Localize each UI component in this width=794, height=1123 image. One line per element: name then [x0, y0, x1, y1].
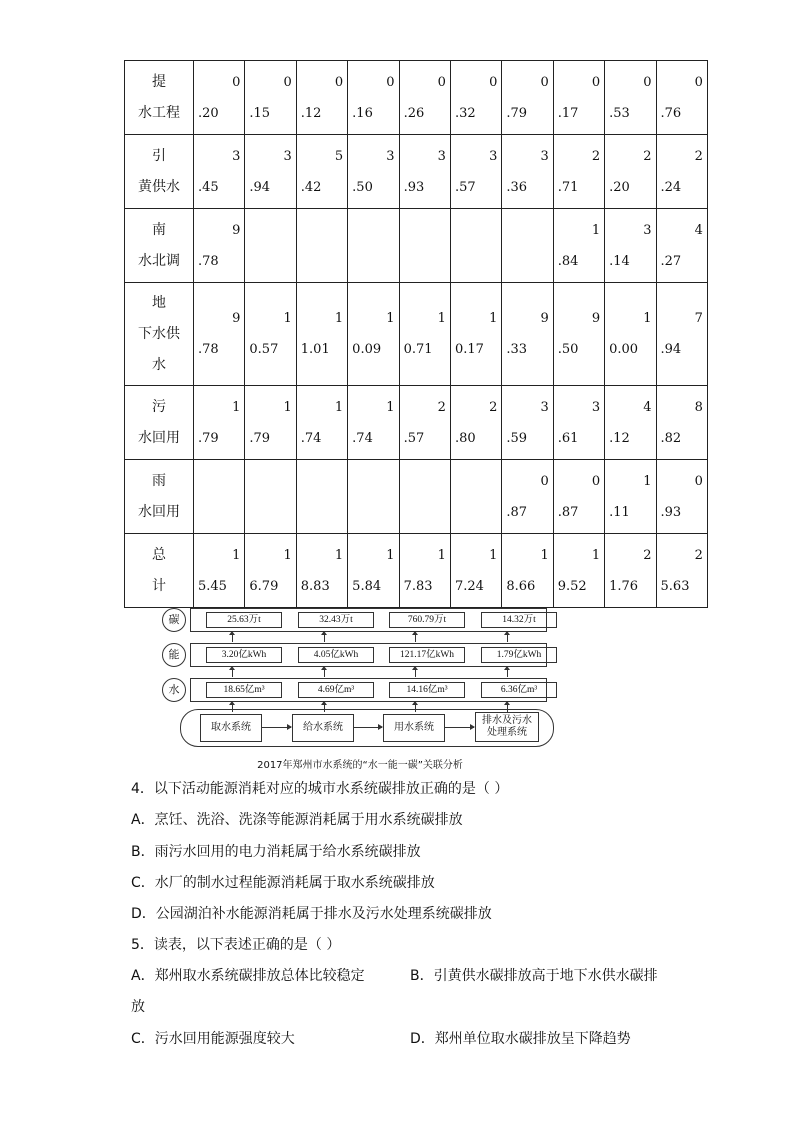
question-5-option-c: C．污水回用能源强度较大	[131, 1031, 295, 1047]
usage-system-box: 用水系统	[383, 714, 445, 742]
cell-line-1: 1	[643, 311, 652, 326]
cell-line-1: 1	[386, 399, 395, 415]
carbon-value: 25.63万t	[206, 612, 282, 628]
table-cell	[553, 534, 604, 608]
table-cell	[296, 460, 347, 534]
cell-line-2: .33	[506, 342, 528, 357]
cell-line-1: 1	[283, 311, 292, 326]
table-row	[125, 135, 708, 209]
table-cell	[605, 386, 656, 460]
carbon-value: 32.43万t	[298, 612, 374, 628]
question-4-stem: 4．以下活动能源消耗对应的城市水系统碳排放正确的是（ ）	[131, 781, 509, 797]
question-5-stem: 5．读表，以下表述正确的是（ ）	[131, 937, 341, 953]
water-supply-table	[124, 60, 708, 608]
table-cell	[656, 460, 707, 534]
cell-line-2: 0.09	[352, 342, 382, 357]
row-label-line: 地	[152, 294, 166, 311]
table-cell	[450, 283, 501, 386]
question-4-option-c: C．水厂的制水过程能源消耗属于取水系统碳排放	[131, 875, 435, 891]
cell-line-2: .87	[506, 504, 528, 520]
cell-line-2: .93	[660, 504, 682, 520]
table-cell	[194, 534, 245, 608]
cell-line-2: .84	[557, 253, 579, 269]
table-cell	[399, 61, 450, 135]
cell-line-1: 0	[334, 74, 344, 90]
cell-line-2: .16	[352, 105, 373, 121]
cell-line-2: .79	[249, 430, 271, 446]
row-label-line: 计	[152, 577, 166, 594]
cell-line-2: 5.84	[352, 578, 382, 594]
cell-line-2: .36	[506, 179, 528, 195]
table-cell	[296, 61, 347, 135]
row-label	[125, 209, 194, 283]
cell-line-1: 1	[591, 547, 601, 563]
table-row	[125, 386, 708, 460]
table-cell	[450, 135, 501, 209]
row-label-line: 水回用	[138, 429, 180, 446]
cell-line-1: 1	[334, 311, 344, 326]
carbon-tag: 碳	[162, 608, 186, 632]
cell-line-2: .12	[300, 105, 322, 121]
table-cell	[348, 386, 399, 460]
water-row	[190, 678, 547, 702]
table-cell	[348, 283, 399, 386]
table-cell	[553, 61, 604, 135]
table-cell	[348, 209, 399, 283]
cell-line-2: 7.83	[403, 578, 433, 594]
table-cell	[399, 135, 450, 209]
row-label-line: 水回用	[138, 503, 180, 520]
question-5-option-d: D．郑州单位取水碳排放呈下降趋势	[410, 1031, 631, 1047]
table-cell	[502, 460, 553, 534]
cell-line-1: 3	[437, 148, 446, 164]
energy-value: 121.17亿kWh	[389, 647, 465, 663]
cell-line-1: 1	[437, 311, 446, 326]
row-label-line: 下水供	[138, 325, 180, 342]
cell-line-2: .59	[506, 430, 528, 446]
table-cell	[296, 534, 347, 608]
cell-line-2: .94	[660, 342, 682, 357]
drainage-system-box: 排水及污水处理系统	[475, 712, 539, 742]
cell-line-1: 1	[283, 547, 292, 563]
table-cell	[296, 209, 347, 283]
table-cell	[605, 460, 656, 534]
cell-line-1: 0	[540, 473, 549, 489]
cell-line-1: 3	[591, 399, 601, 415]
table-row	[125, 283, 708, 386]
cell-line-2: .26	[403, 105, 425, 121]
cell-line-1: 0	[591, 473, 601, 489]
question-4-option-b: B．雨污水回用的电力消耗属于给水系统碳排放	[131, 844, 421, 860]
cell-line-2: .20	[198, 105, 219, 121]
cell-line-2: 0.17	[454, 342, 484, 357]
table-row	[125, 209, 708, 283]
right-arrow-icon	[261, 727, 291, 728]
water-energy-carbon-diagram	[160, 606, 560, 771]
cell-line-2: .42	[300, 179, 322, 195]
energy-value: 3.20亿kWh	[206, 647, 282, 663]
table-cell	[450, 209, 501, 283]
cell-line-2: 7.24	[454, 578, 484, 594]
table-cell	[399, 209, 450, 283]
cell-line-2: .57	[403, 430, 425, 446]
cell-line-1: 0	[591, 74, 601, 90]
cell-line-2: .15	[249, 105, 271, 121]
cell-line-1: 1	[334, 399, 344, 415]
table-cell	[553, 386, 604, 460]
table-cell	[245, 460, 296, 534]
cell-line-2: 8.83	[300, 578, 330, 594]
cell-line-1: 2	[489, 399, 498, 415]
table-cell	[656, 209, 707, 283]
cell-line-2: .20	[609, 179, 630, 195]
cell-line-1: 0	[694, 473, 703, 489]
cell-line-2: .61	[557, 430, 579, 446]
cell-line-1: 3	[489, 148, 498, 164]
table-cell	[245, 534, 296, 608]
cell-line-1: 8	[694, 399, 703, 415]
cell-line-1: 3	[540, 148, 549, 164]
table-cell	[502, 209, 553, 283]
water-value: 6.36亿m³	[481, 682, 557, 698]
row-label	[125, 61, 194, 135]
table-cell	[245, 386, 296, 460]
table-cell	[348, 61, 399, 135]
table-cell	[656, 135, 707, 209]
cell-line-1: 0	[540, 74, 549, 90]
cell-line-1: 3	[386, 148, 395, 164]
cell-line-2: .79	[198, 430, 219, 446]
table-cell	[605, 534, 656, 608]
cell-line-2: 6.79	[249, 578, 279, 594]
table-cell	[656, 283, 707, 386]
row-label-line: 引	[152, 147, 166, 164]
cell-line-1: 1	[489, 547, 498, 563]
cell-line-2: .45	[198, 179, 219, 195]
cell-line-1: 3	[540, 399, 549, 415]
table-cell	[502, 135, 553, 209]
cell-line-2: .74	[300, 430, 322, 446]
table-cell	[450, 386, 501, 460]
cell-line-2: .79	[506, 105, 528, 121]
cell-line-1: 1	[232, 547, 241, 563]
cell-line-1: 0	[232, 74, 241, 90]
question-4-option-d: D．公园湖泊补水能源消耗属于排水及污水处理系统碳排放	[131, 906, 492, 922]
cell-line-1: 0	[694, 74, 703, 90]
row-label-line: 提	[152, 73, 166, 90]
table-cell	[502, 534, 553, 608]
energy-value: 1.79亿kWh	[481, 647, 557, 663]
question-5-option-b-continued: 放	[131, 999, 145, 1015]
table-cell	[502, 283, 553, 386]
cell-line-2: 8.66	[506, 578, 536, 594]
cell-line-1: 0	[643, 74, 652, 90]
water-value: 18.65亿m³	[206, 682, 282, 698]
energy-value: 4.05亿kWh	[298, 647, 374, 663]
right-arrow-icon	[444, 727, 474, 728]
cell-line-1: 2	[694, 547, 703, 563]
table-row	[125, 460, 708, 534]
row-label-line: 水	[152, 356, 166, 373]
cell-line-2: .24	[660, 179, 682, 195]
cell-line-2: .87	[557, 504, 579, 520]
cell-line-2: .53	[609, 105, 630, 121]
row-label-line: 水工程	[138, 104, 180, 121]
up-arrow-icon	[232, 669, 233, 677]
table-cell	[605, 283, 656, 386]
table-cell	[194, 135, 245, 209]
cell-line-1: 0	[386, 74, 395, 90]
table-cell	[656, 61, 707, 135]
table-row	[125, 534, 708, 608]
cell-line-2: .78	[198, 253, 219, 269]
cell-line-1: 1	[540, 547, 549, 563]
cell-line-1: 2	[591, 148, 601, 164]
cell-line-1: 0	[283, 74, 292, 90]
table-cell	[502, 386, 553, 460]
cell-line-1: 9	[232, 222, 241, 238]
cell-line-2: .11	[609, 504, 630, 520]
table-cell	[553, 209, 604, 283]
cell-line-1: 2	[437, 399, 446, 415]
cell-line-1: 2	[643, 148, 652, 164]
cell-line-1: 1	[643, 473, 652, 489]
cell-line-1: 4	[694, 222, 703, 238]
table-cell	[450, 534, 501, 608]
cell-line-2: 9.52	[557, 578, 587, 594]
row-label-line: 总	[152, 546, 166, 563]
row-label	[125, 460, 194, 534]
cell-line-1: 2	[643, 547, 652, 563]
table-cell	[656, 386, 707, 460]
cell-line-1: 4	[643, 399, 652, 415]
up-arrow-icon	[232, 634, 233, 642]
cell-line-1: 3	[283, 148, 292, 164]
water-value: 4.69亿m³	[298, 682, 374, 698]
up-arrow-icon	[324, 669, 325, 677]
row-label-line: 黄供水	[138, 178, 180, 195]
cell-line-2: .82	[660, 430, 682, 446]
cell-line-2: 0.57	[249, 342, 279, 357]
intake-system-box: 取水系统	[200, 714, 262, 742]
cell-line-1: 1	[591, 222, 601, 238]
cell-line-1: 1	[386, 311, 395, 326]
cell-line-2: .27	[660, 253, 682, 269]
question-5-option-b: B．引黄供水碳排放高于地下水供水碳排	[410, 968, 658, 984]
table-cell	[194, 209, 245, 283]
table-cell	[245, 135, 296, 209]
cell-line-2: .71	[557, 179, 579, 195]
table-cell	[194, 61, 245, 135]
table-cell	[605, 135, 656, 209]
cell-line-2: .76	[660, 105, 682, 121]
up-arrow-icon	[415, 634, 416, 642]
cell-line-2: 1.76	[609, 578, 639, 594]
table-cell	[348, 534, 399, 608]
table-cell	[450, 61, 501, 135]
cell-line-2: .14	[609, 253, 630, 269]
table-row	[125, 61, 708, 135]
cell-line-2: 5.45	[198, 578, 227, 594]
cell-line-1: 1	[232, 399, 241, 415]
table-cell	[399, 386, 450, 460]
cell-line-2: 5.63	[660, 578, 690, 594]
cell-line-2: .94	[249, 179, 271, 195]
cell-line-1: 1	[489, 311, 498, 326]
row-label-line: 雨	[152, 472, 166, 489]
row-label	[125, 283, 194, 386]
cell-line-2: .32	[454, 105, 476, 121]
cell-line-2: .57	[454, 179, 476, 195]
row-label	[125, 135, 194, 209]
cell-line-1: 9	[591, 311, 601, 326]
cell-line-1: 3	[232, 148, 241, 164]
cell-line-1: 2	[694, 148, 703, 164]
up-arrow-icon	[507, 634, 508, 642]
table-cell	[194, 283, 245, 386]
cell-line-2: 1.01	[300, 342, 330, 357]
cell-line-2: .80	[454, 430, 476, 446]
water-tag: 水	[162, 678, 186, 702]
cell-line-2: .50	[352, 179, 373, 195]
table-cell	[553, 135, 604, 209]
cell-line-2: .17	[557, 105, 579, 121]
cell-line-2: .93	[403, 179, 425, 195]
row-label-line: 水北调	[138, 252, 180, 269]
cell-line-2: 0.71	[403, 342, 433, 357]
table-cell	[553, 460, 604, 534]
cell-line-1: 1	[386, 547, 395, 563]
cell-line-2: .12	[609, 430, 630, 446]
cell-line-1: 1	[283, 399, 292, 415]
cell-line-2: .74	[352, 430, 373, 446]
row-label-line: 污	[152, 398, 166, 415]
cell-line-1: 9	[540, 311, 549, 326]
up-arrow-icon	[507, 669, 508, 677]
table-cell	[348, 135, 399, 209]
cell-line-2: 0.00	[609, 342, 639, 357]
carbon-row	[190, 608, 547, 632]
cell-line-1: 0	[489, 74, 498, 90]
up-arrow-icon	[324, 634, 325, 642]
cell-line-1: 7	[694, 311, 703, 326]
table-cell	[245, 61, 296, 135]
carbon-value: 14.32万t	[481, 612, 557, 628]
row-label-line: 南	[152, 221, 166, 238]
table-cell	[605, 209, 656, 283]
carbon-value: 760.79万t	[389, 612, 465, 628]
table-cell	[296, 386, 347, 460]
cell-line-1: 3	[643, 222, 652, 238]
table-cell	[502, 61, 553, 135]
table-cell	[296, 135, 347, 209]
table-cell	[399, 283, 450, 386]
right-arrow-icon	[353, 727, 382, 728]
table-cell	[399, 534, 450, 608]
row-label	[125, 534, 194, 608]
cell-line-1: 5	[334, 148, 344, 164]
cell-line-1: 0	[437, 74, 446, 90]
supply-system-box: 给水系统	[292, 714, 354, 742]
figure-caption: 2017年郑州市水系统的“水一能一碳”关联分析	[257, 760, 463, 771]
cell-line-1: 1	[437, 547, 446, 563]
cell-line-1: 9	[232, 311, 241, 326]
cell-line-2: .78	[198, 342, 219, 357]
table-cell	[194, 386, 245, 460]
row-label	[125, 386, 194, 460]
cell-line-2: .50	[557, 342, 579, 357]
table-cell	[553, 283, 604, 386]
table-cell	[605, 61, 656, 135]
table-cell	[656, 534, 707, 608]
table-cell	[245, 283, 296, 386]
table-cell	[245, 209, 296, 283]
cell-line-1: 1	[334, 547, 344, 563]
question-5-option-a: A．郑州取水系统碳排放总体比较稳定	[131, 968, 365, 984]
table-cell	[450, 460, 501, 534]
energy-tag: 能	[162, 643, 186, 667]
up-arrow-icon	[415, 669, 416, 677]
table-cell	[399, 460, 450, 534]
table-cell	[296, 283, 347, 386]
table-cell	[194, 460, 245, 534]
energy-row	[190, 643, 547, 667]
table-cell	[348, 460, 399, 534]
question-4-option-a: A．烹饪、洗浴、洗涤等能源消耗属于用水系统碳排放	[131, 812, 463, 828]
water-value: 14.16亿m³	[389, 682, 465, 698]
